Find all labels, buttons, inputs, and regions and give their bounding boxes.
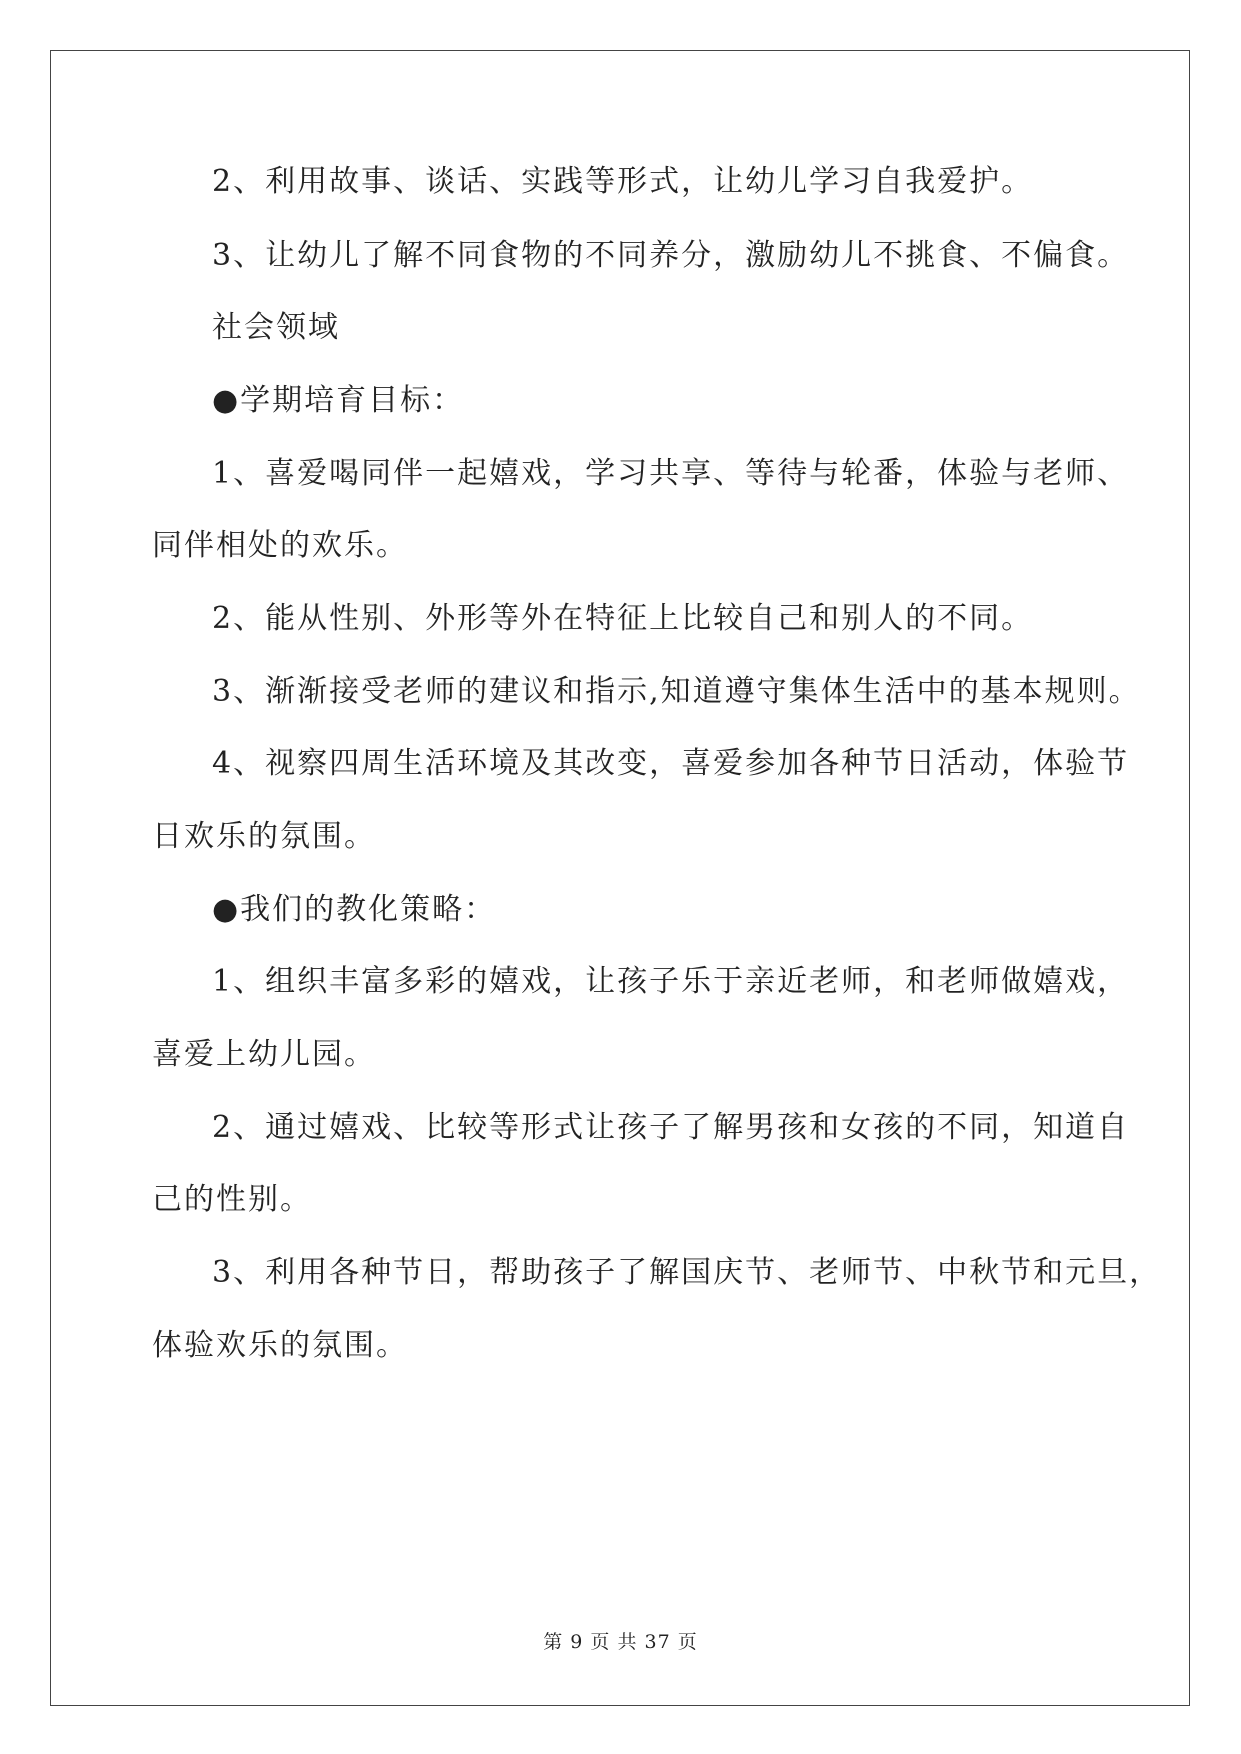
paragraph-line: 4、视察四周生活环境及其改变，喜爱参加各种节日活动，体验节 [212,746,1130,781]
paragraph-line: 2、通过嬉戏、比较等形式让孩子了解男孩和女孩的不同，知道自 [212,1110,1130,1145]
paragraph-line: 2、利用故事、谈话、实践等形式，让幼儿学习自我爱护。 [212,164,1034,199]
paragraph-line: 喜爱上幼儿园。 [152,1037,376,1072]
page-frame [50,50,1190,1706]
paragraph-line: 1、喜爱喝同伴一起嬉戏，学习共享、等待与轮番，体验与老师、 [212,456,1130,491]
paragraph-line: 3、利用各种节日，帮助孩子了解国庆节、老师节、中秋节和元旦， [212,1255,1162,1290]
paragraph-line: 3、让幼儿了解不同食物的不同养分，激励幼儿不挑食、不偏食。 [212,238,1130,273]
paragraph-line: 2、能从性别、外形等外在特征上比较自己和别人的不同。 [212,601,1034,636]
paragraph-line: 3、渐渐接受老师的建议和指示,知道遵守集体生活中的基本规则。 [212,674,1141,709]
subheading: ●学期培育目标： [212,383,465,418]
subheading: ●我们的教化策略： [212,892,497,927]
paragraph-line: 同伴相处的欢乐。 [152,528,408,563]
page-number-footer: 第 9 页 共 37 页 [543,1631,698,1653]
section-heading: 社会领域 [212,310,340,345]
paragraph-line: 1、组织丰富多彩的嬉戏，让孩子乐于亲近老师，和老师做嬉戏， [212,964,1130,999]
paragraph-line: 日欢乐的氛围。 [152,819,376,854]
paragraph-line: 体验欢乐的氛围。 [152,1328,408,1363]
paragraph-line: 己的性别。 [152,1182,312,1217]
